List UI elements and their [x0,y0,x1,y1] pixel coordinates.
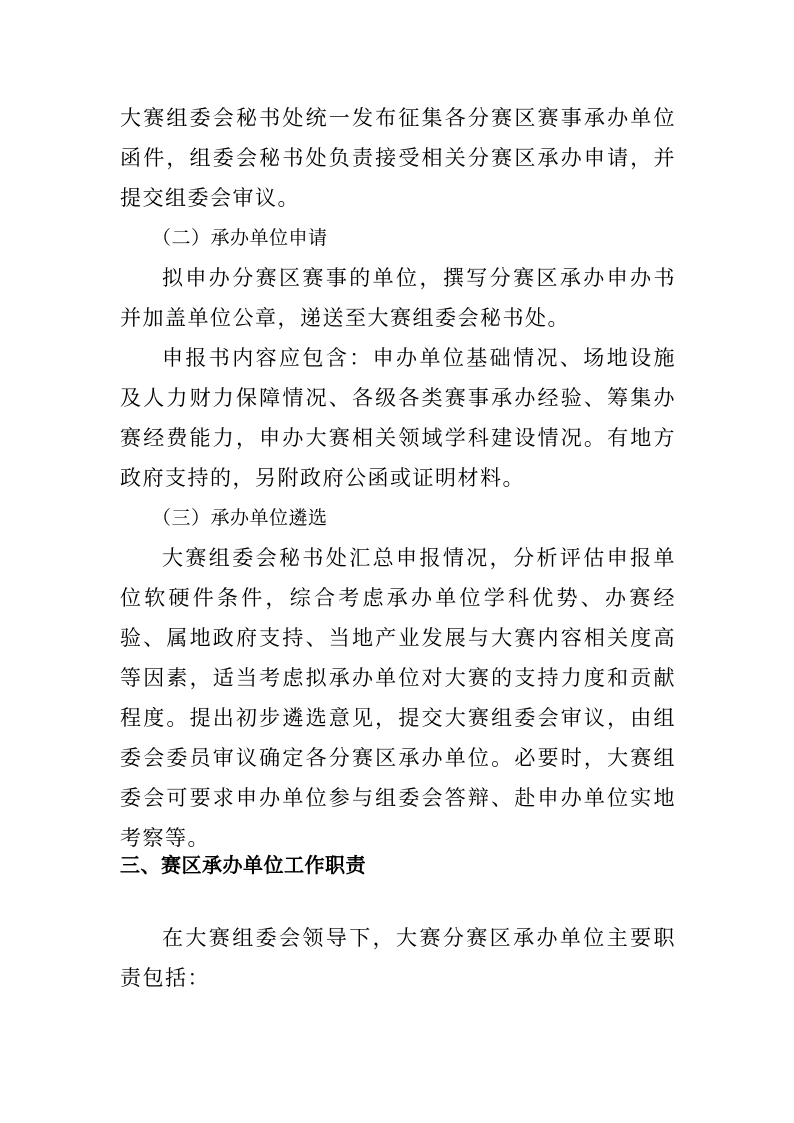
paragraph-duties-intro: 在大赛组委会领导下，大赛分赛区承办单位主要职责包括： [120,926,676,990]
section-heading-duties: 三、赛区承办单位工作职责 [120,853,366,877]
paragraph-selection: 大赛组委会秘书处汇总申报情况，分析评估申报单位软硬件条件，综合考虑承办单位学科优势、办赛经验、属地政府支持、当地产业发展与大赛内容相关度高等因素，适当考虑拟承办单位对大赛的支持力度和贡献程度。提出初步遴选意见，提交大赛组委会审议，由组委会委员审议确定各分赛区承办单位。必要时，大赛组委会可要求申办单位参与组委会答辩、赴申办单位实地考察等。 [120,546,676,850]
section-duties-body [120,918,676,998]
continuation-paragraph: 大赛组委会秘书处统一发布征集各分赛区赛事承办单位函件，组委会秘书处负责接受相关分赛区承办申请，并提交组委会审议。 [120,106,676,210]
paragraph-application-content: 申报书内容应包含：申办单位基础情况、场地设施及人力财力保障情况、各级各类赛事承办经验、筹集办赛经费能力，申办大赛相关领域学科建设情况。有地方政府支持的，另附政府公函或证明材料。 [120,346,676,490]
document-body [120,98,676,858]
paragraph-application-submit: 拟申办分赛区赛事的单位，撰写分赛区承办申办书并加盖单位公章，递送至大赛组委会秘书处。 [120,266,676,330]
subsection-heading-selection: （三）承办单位遴选 [152,507,328,529]
subsection-heading-application: （二）承办单位申请 [152,227,328,249]
